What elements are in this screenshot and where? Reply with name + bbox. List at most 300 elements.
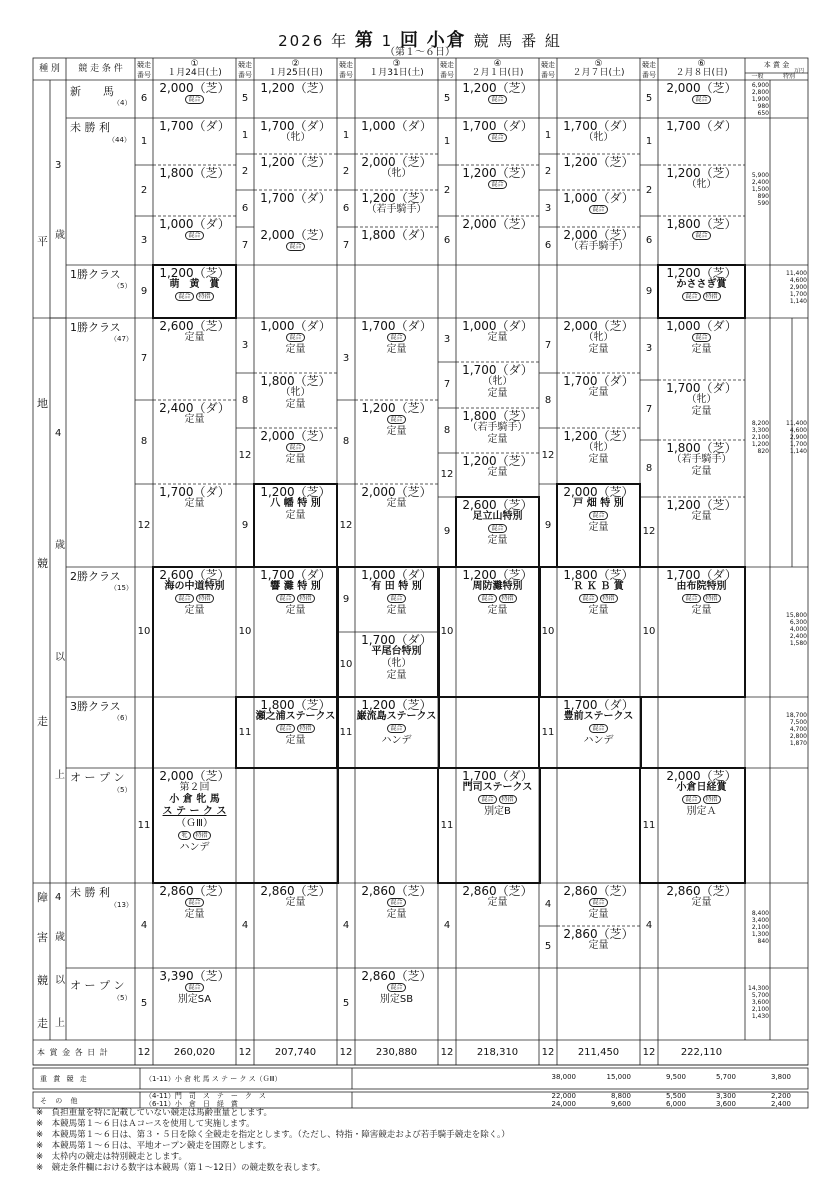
race-distance: 2,600（芝） bbox=[159, 319, 230, 333]
race-tag-badge: 特指 bbox=[499, 795, 517, 804]
note-6: ※ 競走条件欄における数字は本競馬（第１～12日）の競走数を表します。 bbox=[36, 1163, 326, 1173]
race-name: 門司ステークス bbox=[462, 782, 533, 793]
race-condition: 定量 bbox=[487, 332, 508, 343]
prize-value: 11,400 bbox=[786, 270, 807, 277]
day3-date: １月31日(土) bbox=[369, 68, 424, 78]
race-distance: 1,200（芝） bbox=[260, 485, 331, 499]
class-win1-3yo-count: （5） bbox=[113, 282, 132, 290]
race-condition: ハンデ bbox=[583, 735, 614, 746]
race-name: 戸 畑 特 別 bbox=[573, 498, 624, 509]
race-cell bbox=[153, 120, 236, 132]
race-distance: 2,860（芝） bbox=[361, 969, 432, 983]
race-condition: 定量 bbox=[487, 535, 508, 546]
race-number: 2 bbox=[544, 166, 552, 177]
race-tag-badge: 混合 bbox=[589, 724, 607, 733]
race-distance: 2,000（芝） bbox=[159, 81, 230, 95]
race-cell bbox=[355, 229, 438, 241]
prize-value: 820 bbox=[757, 448, 769, 455]
race-number: 9 bbox=[140, 285, 148, 297]
race-distance: 1,000（ダ） bbox=[563, 191, 634, 205]
note-2: ※ 本競馬第１～６日はＡコースを使用して実施します。 bbox=[36, 1119, 255, 1129]
total-count-5: 12 bbox=[541, 1047, 555, 1058]
race-number: 7 bbox=[443, 379, 451, 390]
race-tags bbox=[456, 593, 539, 605]
race-distance: 2,000（芝） bbox=[666, 769, 737, 783]
race-name: 八 幡 特 別 bbox=[270, 498, 321, 509]
prize-value: 15,800 bbox=[786, 612, 807, 619]
race-number: 2 bbox=[645, 184, 653, 196]
race-condition: 定量 bbox=[691, 344, 712, 355]
race-condition: 定量 bbox=[588, 605, 609, 616]
race-number: 4 bbox=[342, 919, 350, 931]
race-tags bbox=[557, 593, 640, 605]
race-condition: 別定Ａ bbox=[686, 806, 717, 817]
race-tag-badge: 混合 bbox=[185, 898, 203, 907]
race-number: 7 bbox=[544, 339, 552, 351]
prize-value: 650 bbox=[757, 110, 769, 117]
race-tags bbox=[355, 982, 438, 994]
race-number: 2 bbox=[140, 184, 148, 196]
race-condition-2: 定量 bbox=[588, 344, 609, 355]
race-cell bbox=[355, 120, 438, 132]
race-tag-badge: 特指 bbox=[703, 594, 721, 603]
race-distance: 1,700（ダ） bbox=[563, 698, 634, 712]
race-name: 萌 黄 賞 bbox=[169, 279, 220, 290]
race-number: 9 bbox=[544, 519, 552, 531]
race-grade: （ＧⅢ） bbox=[176, 818, 213, 829]
race-distance: 2,000（芝） bbox=[260, 429, 331, 443]
class-jump-open-count: （5） bbox=[113, 994, 132, 1002]
race-number: 8 bbox=[443, 424, 451, 436]
race-cell bbox=[557, 320, 640, 356]
side-jage-i: 以 bbox=[55, 975, 65, 986]
other-prize-value: 6,000 bbox=[665, 1100, 686, 1108]
race-tag-badge: 混合 bbox=[488, 95, 506, 104]
class-shinba-count: （4） bbox=[113, 99, 132, 107]
race-distance: 1,000（ダ） bbox=[462, 319, 533, 333]
header-condition: 競 走 条 件 bbox=[78, 64, 123, 74]
race-condition: 定量 bbox=[285, 735, 306, 746]
race-number: 11 bbox=[642, 819, 656, 831]
race-tag-badge: 混合 bbox=[682, 292, 700, 301]
prize-value: 1,200 bbox=[751, 441, 769, 448]
prize-value: 18,700 bbox=[786, 712, 807, 719]
prize-value: 1,900 bbox=[751, 96, 769, 103]
race-distance: 1,200（芝） bbox=[159, 266, 230, 280]
race-cell bbox=[153, 167, 236, 179]
race-tags bbox=[153, 830, 236, 842]
race-distance: 1,700（ダ） bbox=[159, 485, 230, 499]
race-number: 10 bbox=[137, 626, 151, 637]
side-flat-3: 競 bbox=[37, 557, 48, 570]
day2-no: ② bbox=[291, 59, 300, 69]
title-kai: 1 bbox=[381, 32, 394, 50]
race-distance: 1,200（芝） bbox=[361, 191, 432, 205]
race-tag-badge: 混合 bbox=[589, 205, 607, 214]
race-number: 11 bbox=[339, 726, 353, 738]
race-tag-badge: 混合 bbox=[387, 983, 405, 992]
day6-date: ２月８日(日) bbox=[675, 68, 728, 78]
side-jage-sai: 歳 bbox=[55, 932, 65, 943]
race-name: 瀬之浦ステークス bbox=[255, 711, 336, 722]
side-flat-4: 走 bbox=[37, 715, 48, 728]
prize-value: 4,600 bbox=[789, 427, 807, 434]
other-race-1: （4-11）門 司 ス テ ー ク ス bbox=[145, 1092, 266, 1100]
race-number: 11 bbox=[238, 726, 252, 738]
race-distance: 2,000（芝） bbox=[159, 769, 230, 783]
race-tag-badge: 混合 bbox=[276, 724, 294, 733]
race-cell bbox=[153, 569, 236, 617]
race-condition: 定量 bbox=[184, 605, 205, 616]
race-number: 6 bbox=[241, 202, 249, 214]
prize-value: 1,140 bbox=[789, 448, 807, 455]
race-distance: 1,000（ダ） bbox=[159, 217, 230, 231]
race-tags bbox=[658, 332, 745, 344]
other-label: そ の 他 bbox=[40, 1097, 81, 1105]
race-distance: 2,860（芝） bbox=[563, 927, 634, 941]
race-tags bbox=[456, 132, 539, 144]
race-distance: 1,200（芝） bbox=[563, 155, 634, 169]
jusho-prize-4: 5,700 bbox=[715, 1073, 736, 1081]
class-win1-3yo: 1勝クラス bbox=[70, 268, 121, 281]
class-misho-count: （44） bbox=[108, 136, 131, 144]
race-cell bbox=[456, 364, 539, 400]
race-distance: 1,200（芝） bbox=[462, 166, 533, 180]
race-tags bbox=[254, 442, 337, 454]
race-condition-2: 定量 bbox=[285, 399, 306, 410]
race-number: 8 bbox=[241, 394, 249, 406]
race-tag-badge: 混合 bbox=[682, 594, 700, 603]
race-condition: ハンデ bbox=[381, 735, 412, 746]
race-distance: 2,000（芝） bbox=[563, 485, 634, 499]
prize-value: 590 bbox=[757, 200, 769, 207]
race-number: 12 bbox=[642, 526, 656, 537]
race-cell bbox=[153, 402, 236, 426]
race-cell bbox=[557, 120, 640, 144]
race-cell bbox=[658, 120, 745, 132]
prize-value: 1,580 bbox=[789, 640, 807, 647]
race-condition: 定量 bbox=[184, 414, 205, 425]
race-distance: 2,860（芝） bbox=[666, 884, 737, 898]
race-number: 3 bbox=[645, 343, 653, 354]
race-cell bbox=[456, 569, 539, 617]
race-distance: 1,700（ダ） bbox=[462, 363, 533, 377]
total-value-3: 230,880 bbox=[375, 1047, 418, 1058]
race-cell bbox=[658, 770, 745, 818]
header-num-1: 競走 番号 bbox=[137, 61, 151, 79]
race-tags bbox=[658, 94, 745, 106]
race-tag-badge: 混合 bbox=[387, 333, 405, 342]
race-tag-badge: 混合 bbox=[692, 95, 710, 104]
day1-no: ① bbox=[190, 59, 199, 69]
other-prize-value: 3,300 bbox=[715, 1092, 736, 1100]
race-distance: 1,200（芝） bbox=[361, 401, 432, 415]
race-condition: 定量 bbox=[588, 909, 609, 920]
race-condition-2: 定量 bbox=[588, 454, 609, 465]
race-tags bbox=[658, 593, 745, 605]
race-condition: 定量 bbox=[386, 909, 407, 920]
race-cell bbox=[254, 192, 337, 204]
day3-no: ③ bbox=[392, 59, 401, 69]
race-number: 12 bbox=[541, 450, 555, 461]
race-cell bbox=[557, 699, 640, 747]
race-cell bbox=[456, 167, 539, 191]
prize-value: 980 bbox=[757, 103, 769, 110]
race-number: 12 bbox=[339, 519, 353, 531]
race-cell bbox=[254, 156, 337, 168]
other-prize-value: 9,600 bbox=[610, 1100, 631, 1108]
prize-value: 2,900 bbox=[789, 434, 807, 441]
race-number: 1 bbox=[544, 130, 552, 141]
race-number: 3 bbox=[140, 234, 148, 246]
race-distance: 1,700（ダ） bbox=[361, 319, 432, 333]
side-jump-3: 競 bbox=[37, 974, 48, 987]
race-number: 6 bbox=[140, 93, 148, 104]
race-number: 6 bbox=[645, 234, 653, 246]
race-number: 9 bbox=[645, 285, 653, 297]
race-number: 3 bbox=[544, 202, 552, 214]
race-tag-badge: 混合 bbox=[286, 333, 304, 342]
race-cell bbox=[153, 885, 236, 921]
race-name: 海の中道特別 bbox=[164, 581, 225, 592]
race-tags bbox=[557, 510, 640, 522]
class-win3-count: （6） bbox=[113, 714, 132, 722]
race-distance: 1,700（ダ） bbox=[260, 568, 331, 582]
race-name: 豊前ステークス bbox=[563, 711, 634, 722]
race-cell bbox=[658, 167, 745, 191]
page-subtitle: （第１～６日） bbox=[385, 47, 455, 58]
race-cell bbox=[355, 192, 438, 216]
race-name: 平尾台特別 bbox=[371, 646, 422, 657]
race-number: 1 bbox=[342, 130, 350, 141]
race-cell bbox=[658, 499, 745, 523]
race-name: 響 灘 特 別 bbox=[270, 581, 321, 592]
race-tag-badge: 牝 bbox=[178, 831, 190, 840]
race-cell bbox=[456, 120, 539, 144]
race-number: 5 bbox=[645, 93, 653, 104]
race-name: 小倉日経賞 bbox=[676, 782, 727, 793]
race-number: 6 bbox=[342, 202, 350, 214]
race-condition: （若手騎手） bbox=[467, 422, 528, 433]
side-age4: 4 bbox=[55, 428, 62, 439]
title-dai: 第 bbox=[354, 30, 375, 51]
race-number: 3 bbox=[342, 353, 350, 364]
race-cell bbox=[254, 229, 337, 253]
race-distance: 1,000（ダ） bbox=[260, 319, 331, 333]
other-prize-value: 5,500 bbox=[665, 1092, 686, 1100]
class-jump-open: オ ー プ ン bbox=[70, 979, 125, 992]
race-cell bbox=[254, 569, 337, 617]
race-tags bbox=[153, 291, 236, 303]
race-cell bbox=[254, 885, 337, 909]
race-tag-badge: 混合 bbox=[185, 983, 203, 992]
race-condition: 定量 bbox=[487, 605, 508, 616]
race-name: 小 倉 牝 馬 bbox=[169, 794, 220, 805]
race-cell bbox=[456, 82, 539, 106]
jusho-label: 重 賞 競 走 bbox=[40, 1075, 89, 1083]
race-number: 2 bbox=[241, 166, 249, 177]
race-distance: 1,700（ダ） bbox=[260, 119, 331, 133]
race-tags bbox=[456, 94, 539, 106]
race-cell bbox=[355, 569, 438, 617]
total-value-2: 207,740 bbox=[274, 1047, 317, 1058]
total-count-1: 12 bbox=[137, 1047, 151, 1058]
race-tag-badge: 混合 bbox=[185, 231, 203, 240]
prize-value: 890 bbox=[757, 193, 769, 200]
race-condition: 定量 bbox=[285, 454, 306, 465]
race-cell bbox=[658, 885, 745, 909]
race-distance: 1,200（芝） bbox=[462, 81, 533, 95]
class-win1: 1勝クラス bbox=[70, 321, 121, 334]
race-tag-badge: 混合 bbox=[286, 242, 304, 251]
race-number: 2 bbox=[342, 166, 350, 177]
race-distance: 2,600（芝） bbox=[462, 498, 533, 512]
race-distance: 1,700（ダ） bbox=[563, 119, 634, 133]
class-open-count: （5） bbox=[113, 786, 132, 794]
race-tags bbox=[456, 179, 539, 191]
race-tag-badge: 混合 bbox=[175, 292, 193, 301]
race-distance: 1,700（ダ） bbox=[666, 568, 737, 582]
race-distance: 1,800（芝） bbox=[666, 441, 737, 455]
race-condition: 定量 bbox=[487, 467, 508, 478]
prize-value: 4,700 bbox=[789, 726, 807, 733]
race-number: 4 bbox=[443, 919, 451, 931]
race-tag-badge: 混合 bbox=[286, 443, 304, 452]
race-condition: （若手騎手） bbox=[568, 241, 629, 252]
jusho-prize-3: 9,500 bbox=[665, 1073, 686, 1081]
race-distance: 1,700（ダ） bbox=[563, 374, 634, 388]
race-condition: 別定SA bbox=[177, 994, 212, 1005]
race-distance: 1,700（ダ） bbox=[159, 119, 230, 133]
totals-label: 本 賞 金 各 日 計 bbox=[37, 1048, 109, 1057]
race-distance: 2,860（芝） bbox=[361, 884, 432, 898]
race-number: 7 bbox=[645, 404, 653, 415]
jusho-race: （1-11）小 倉 牝 馬 ス テ ー ク ス（ＧⅢ） bbox=[145, 1075, 282, 1083]
race-condition: （牝） bbox=[482, 376, 513, 387]
race-cell bbox=[658, 267, 745, 303]
race-name: かささぎ賞 bbox=[676, 279, 727, 290]
race-name: 有 田 特 別 bbox=[371, 581, 422, 592]
race-distance: 3,390（芝） bbox=[159, 969, 230, 983]
title-nen: 年 bbox=[331, 32, 349, 50]
side-age4-i: 以 bbox=[55, 652, 65, 663]
prize-value: 7,500 bbox=[789, 719, 807, 726]
race-cell bbox=[254, 375, 337, 411]
race-number: 12 bbox=[137, 519, 151, 531]
race-cell bbox=[355, 885, 438, 921]
race-distance: 1,700（ダ） bbox=[666, 119, 737, 133]
side-jump-4: 走 bbox=[37, 1017, 48, 1030]
side-jump-2: 害 bbox=[37, 931, 48, 944]
race-tags bbox=[658, 230, 745, 242]
race-number: 4 bbox=[544, 898, 552, 910]
race-distance: 2,860（芝） bbox=[260, 884, 331, 898]
day4-no: ④ bbox=[493, 59, 502, 69]
prize-value: 2,100 bbox=[751, 924, 769, 931]
race-distance: 1,000（ダ） bbox=[361, 119, 432, 133]
race-tag-badge: 混合 bbox=[589, 511, 607, 520]
race-condition: 定量 bbox=[285, 897, 306, 908]
race-tag-badge: 混合 bbox=[692, 333, 710, 342]
race-cell bbox=[355, 320, 438, 356]
race-cell bbox=[355, 634, 438, 682]
race-number: 11 bbox=[440, 819, 454, 831]
race-cell bbox=[456, 770, 539, 818]
race-condition: 定量 bbox=[386, 426, 407, 437]
race-cell bbox=[355, 402, 438, 438]
race-cell bbox=[254, 120, 337, 144]
race-condition: （牝） bbox=[381, 658, 412, 669]
race-tags bbox=[355, 897, 438, 909]
side-jage-jo: 上 bbox=[55, 1018, 65, 1029]
race-tag-badge: 特指 bbox=[193, 831, 211, 840]
race-tag-badge: 混合 bbox=[387, 415, 405, 424]
race-tags bbox=[658, 291, 745, 303]
race-tag-badge: 混合 bbox=[276, 594, 294, 603]
race-distance: 1,700（ダ） bbox=[462, 769, 533, 783]
race-number: 5 bbox=[140, 998, 148, 1009]
race-name: 巌流島ステークス bbox=[356, 711, 437, 722]
jusho-prize-5: 3,800 bbox=[770, 1073, 791, 1081]
race-cell bbox=[153, 486, 236, 510]
race-distance: 1,700（ダ） bbox=[462, 119, 533, 133]
race-condition: 定量 bbox=[588, 940, 609, 951]
prize-value: 5,900 bbox=[751, 172, 769, 179]
race-number: 12 bbox=[440, 469, 454, 480]
side-age4-jo: 上 bbox=[55, 770, 65, 781]
race-condition: （牝） bbox=[583, 132, 614, 143]
race-condition: （牝） bbox=[280, 387, 311, 398]
race-distance: 2,000（芝） bbox=[361, 485, 432, 499]
race-tag-badge: 特指 bbox=[196, 594, 214, 603]
race-tag-badge: 混合 bbox=[478, 594, 496, 603]
race-number: 5 bbox=[544, 941, 552, 952]
race-number: 9 bbox=[342, 593, 350, 605]
race-condition: （牝） bbox=[686, 394, 717, 405]
race-distance: 1,200（芝） bbox=[462, 454, 533, 468]
prize-value: 1,430 bbox=[751, 1013, 769, 1020]
race-distance: 2,600（芝） bbox=[159, 568, 230, 582]
prize-value: 1,140 bbox=[789, 298, 807, 305]
race-tags bbox=[557, 204, 640, 216]
race-tag-badge: 混合 bbox=[488, 524, 506, 533]
race-tag-badge: 特指 bbox=[600, 594, 618, 603]
header-prize-special: 特別 bbox=[782, 73, 795, 80]
race-cell bbox=[557, 885, 640, 921]
race-number: 8 bbox=[140, 436, 148, 447]
prize-value: 2,400 bbox=[751, 179, 769, 186]
race-condition: 定量 bbox=[184, 909, 205, 920]
jusho-prize-1: 38,000 bbox=[551, 1073, 576, 1081]
header-num-5: 競走 番号 bbox=[541, 61, 555, 79]
race-cell bbox=[456, 499, 539, 547]
race-tags bbox=[254, 241, 337, 253]
race-tags bbox=[355, 593, 438, 605]
race-tag-badge: 特指 bbox=[703, 292, 721, 301]
header-prize-general: 一般 bbox=[751, 73, 764, 80]
title-rest: 競 馬 番 組 bbox=[473, 32, 562, 50]
header-num-2: 競走 番号 bbox=[238, 61, 252, 79]
race-cell bbox=[456, 218, 539, 230]
race-tag-badge: 混合 bbox=[387, 594, 405, 603]
class-jump-misho: 未 勝 利 bbox=[70, 886, 110, 899]
race-cell bbox=[658, 569, 745, 617]
header-num-3: 競走 番号 bbox=[339, 61, 353, 79]
race-distance: 1,800（芝） bbox=[159, 166, 230, 180]
race-condition: 定量 bbox=[691, 511, 712, 522]
race-cell bbox=[557, 486, 640, 534]
race-condition: （牝） bbox=[583, 332, 614, 343]
